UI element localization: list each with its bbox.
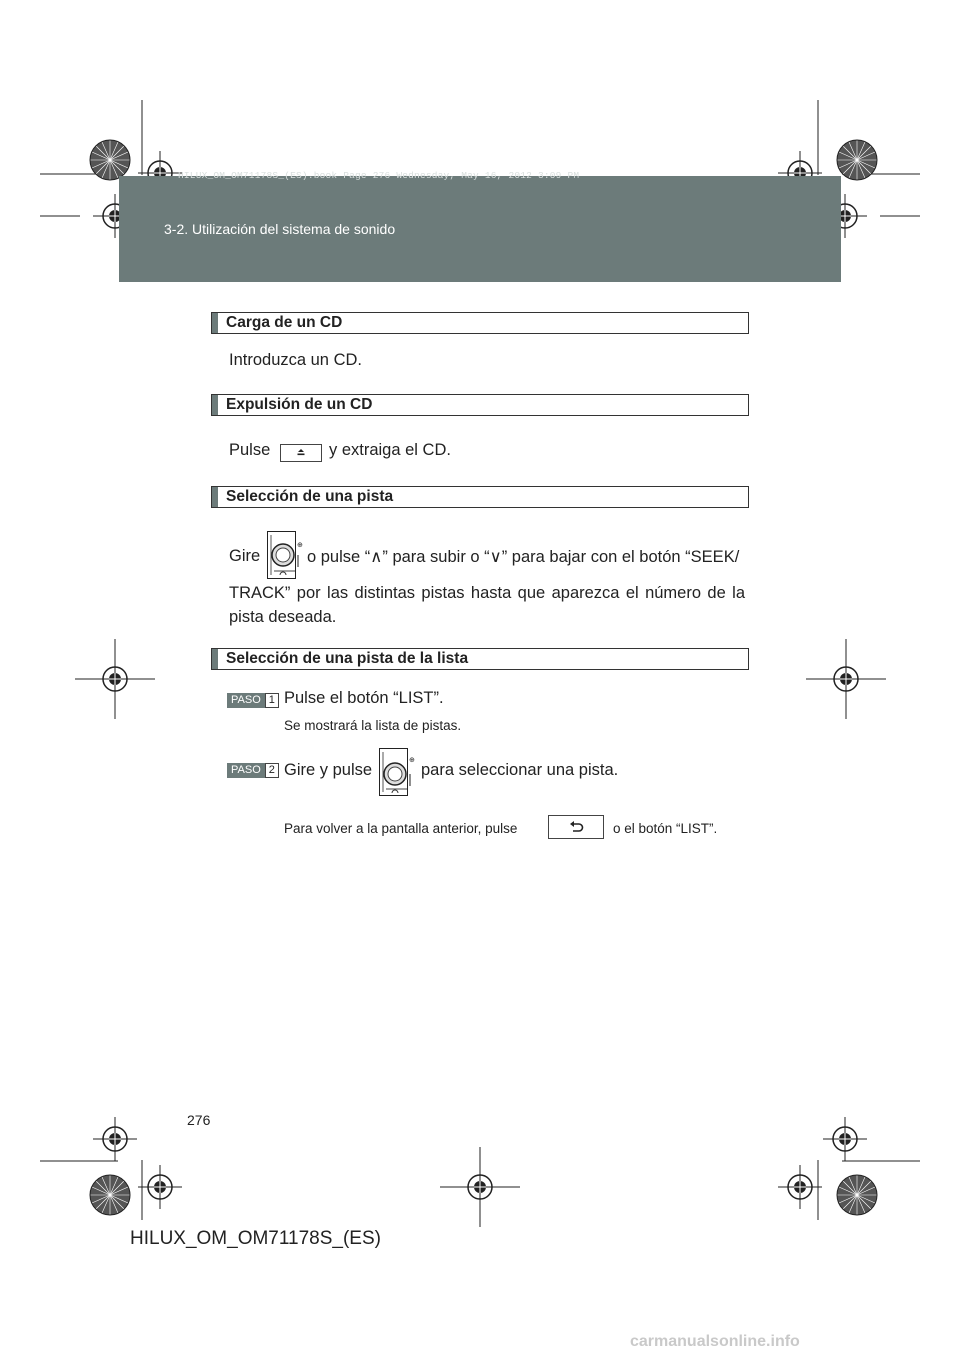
section-body: Introduzca un CD. [229, 351, 362, 369]
step-text-after: para seleccionar una pista. [421, 761, 619, 779]
section-path: 3-2. Utilización del sistema de sonido [164, 221, 396, 237]
page-number: 276 [187, 1112, 211, 1128]
section-line1-before: Gire [229, 547, 261, 565]
step-label: PASO [227, 693, 265, 708]
step-number: 2 [265, 763, 279, 778]
section-heading-load-cd [211, 312, 749, 334]
section-line1-after: o pulse “∧” para subir o “∨” para bajar con el botón “SEEK/ [307, 548, 740, 566]
doc-code: HILUX_OM_OM71178S_(ES) [130, 1228, 381, 1249]
step-number: 1 [265, 693, 279, 708]
section-title: Carga de un CD [226, 314, 343, 331]
eject-button[interactable] [280, 444, 322, 462]
watermark: carmanualsonline.info [630, 1333, 800, 1350]
svg-text:⊕: ⊕ [297, 542, 303, 549]
eject-icon [281, 445, 321, 461]
step-badge [227, 693, 279, 708]
section-body-after: y extraiga el CD. [329, 441, 451, 459]
step-text: Pulse el botón “LIST”. [284, 689, 444, 707]
section-heading-select-track [211, 486, 749, 508]
section-title: Expulsión de un CD [226, 396, 373, 413]
section-title: Selección de una pista [226, 488, 394, 505]
back-note-after: o el botón “LIST”. [613, 821, 718, 836]
section-body-before: Pulse [229, 441, 271, 459]
tune-knob-icon [379, 748, 413, 796]
section-title: Selección de una pista de la lista [226, 650, 469, 667]
step-text-before: Gire y pulse [284, 761, 373, 779]
section-heading-select-from-list [211, 648, 749, 670]
file-stamp: HILUX_OM_OM71178S_(ES).book Page 276 Wednesday, May 16, 2012 3:09 PM [178, 170, 580, 181]
back-arrow-icon [549, 816, 603, 838]
step-note: Se mostrará la lista de pistas. [284, 718, 462, 733]
step-badge [227, 763, 279, 778]
section-line2: TRACK” por las distintas pistas hasta que aparezca el número de la [229, 584, 745, 602]
back-note-before: Para volver a la pantalla anterior, pulse [284, 821, 518, 836]
section-line3: pista deseada. [229, 608, 337, 626]
step-label: PASO [227, 763, 265, 778]
tune-knob-icon [267, 531, 301, 579]
section-heading-eject-cd [211, 394, 749, 416]
svg-text:⊕: ⊕ [409, 757, 415, 764]
back-button[interactable] [548, 815, 604, 839]
